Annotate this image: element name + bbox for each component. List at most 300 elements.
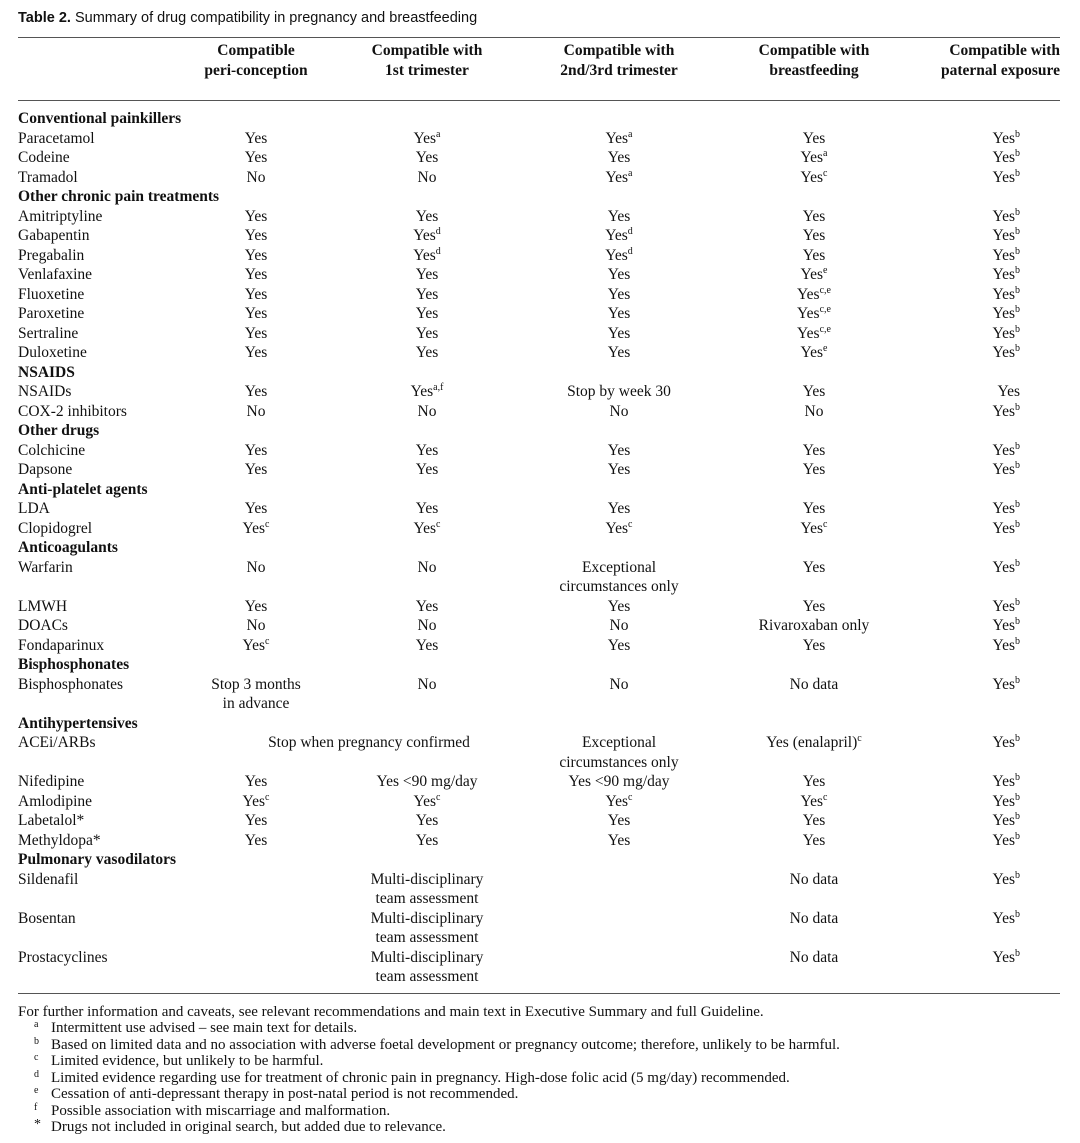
- cell-text: Dapsone: [18, 461, 73, 478]
- compatibility-cell: [314, 382, 540, 402]
- drug-name: [18, 441, 198, 461]
- table-row: [18, 675, 1060, 714]
- cell-text: Yes: [415, 441, 439, 459]
- footnote-marker: b: [1015, 791, 1020, 803]
- cell-text: Yes: [607, 324, 631, 342]
- cell-text: Rivaroxaban only: [758, 617, 870, 634]
- cell-text: Yes: [800, 168, 824, 186]
- footnote-mark: b: [34, 1035, 39, 1047]
- compatibility-cell: [540, 519, 698, 539]
- compatibility-cell: [314, 304, 540, 324]
- compatibility-cell: [930, 148, 1060, 168]
- cell-text: Exceptional: [581, 558, 657, 576]
- cell-text: Yes: [413, 129, 437, 147]
- compatibility-cell: [540, 148, 698, 168]
- column-header: [698, 38, 930, 101]
- drug-name: [18, 129, 198, 149]
- category-row: [18, 421, 1060, 441]
- compatibility-cell: [540, 616, 698, 636]
- cell-text: Yes: [244, 207, 268, 225]
- cell-text: Fondaparinux: [18, 636, 105, 654]
- column-header-text: Compatible with: [949, 42, 1060, 59]
- compatibility-cell: [198, 441, 314, 461]
- compatibility-cell: [930, 616, 1060, 636]
- cell-text: Yes: [242, 792, 266, 810]
- cell-text: Yes: [800, 266, 824, 283]
- cell-text: Yes: [244, 441, 268, 459]
- category-label: Bisphosphonates: [18, 656, 130, 673]
- category-label: Other chronic pain treatments: [18, 188, 220, 205]
- table-row: [18, 343, 1060, 363]
- drug-name: [18, 226, 198, 246]
- cell-text: Yes: [242, 636, 266, 654]
- cell-text: Yes: [413, 227, 436, 244]
- cell-text: Yes: [797, 285, 820, 303]
- compatibility-cell: [540, 382, 698, 402]
- cell-text: Yes <90 mg/day: [568, 773, 670, 790]
- compatibility-cell: [698, 129, 930, 149]
- table-row: [18, 870, 1060, 909]
- compatibility-cell: [930, 499, 1060, 519]
- compatibility-cell: [314, 772, 540, 792]
- drug-name: [18, 207, 198, 227]
- cell-text: Yes: [800, 149, 824, 166]
- cell-text: Yes: [992, 636, 1015, 654]
- compatibility-cell: [698, 870, 930, 909]
- cell-text: Yes: [992, 948, 1015, 966]
- footnote-marker: c: [823, 791, 828, 803]
- cell-text: Yes: [607, 636, 631, 654]
- compatibility-cell: [930, 304, 1060, 324]
- category-label: Conventional painkillers: [18, 110, 182, 127]
- header-drug: [18, 38, 198, 101]
- cell-text: Methyldopa*: [18, 831, 101, 849]
- cell-text: Yes: [605, 792, 629, 810]
- cell-text: Yes: [802, 812, 826, 829]
- compatibility-cell: [198, 285, 314, 305]
- table-row: [18, 948, 1060, 994]
- cell-text: Yes: [800, 519, 824, 537]
- category-row: [18, 101, 1060, 129]
- cell-text: LMWH: [18, 597, 68, 615]
- drug-name: [18, 909, 198, 948]
- footnote-marker: b: [1015, 733, 1020, 744]
- cell-text: Yes: [992, 441, 1015, 459]
- compatibility-cell: [930, 129, 1060, 149]
- footnote: [18, 1020, 1060, 1037]
- footnote-marker: b: [1015, 460, 1020, 471]
- cell-text: DOACs: [18, 617, 68, 634]
- compatibility-cell: [930, 792, 1060, 812]
- cell-text: Multi-disciplinary: [370, 909, 484, 927]
- category-label: NSAIDS: [18, 363, 75, 381]
- table-row: [18, 499, 1060, 519]
- cell-text: Tramadol: [18, 168, 78, 186]
- footnote-marker: a: [628, 128, 633, 140]
- compatibility-cell: [698, 441, 930, 461]
- cell-text: Gabapentin: [18, 227, 90, 244]
- compatibility-cell: [930, 265, 1060, 285]
- cell-text: Sertraline: [18, 324, 79, 342]
- footnote-marker: d: [435, 226, 441, 237]
- cell-text: Yes: [415, 266, 439, 283]
- header-row: [18, 38, 1060, 101]
- cell-text: Multi-disciplinary: [370, 948, 484, 966]
- compatibility-cell: [198, 499, 314, 519]
- footnote-mark: f: [34, 1101, 38, 1113]
- compatibility-cell: [930, 733, 1060, 772]
- footnote-marker: c: [265, 791, 270, 803]
- footnote-marker: e: [823, 343, 828, 354]
- column-header-text: 1st trimester: [385, 61, 469, 79]
- compatibility-cell: [930, 441, 1060, 461]
- cell-text: Yes: [802, 383, 826, 400]
- category-label: Anti-platelet agents: [18, 480, 148, 498]
- drug-name: [18, 460, 198, 480]
- compatibility-cell: [198, 792, 314, 812]
- cell-text: Yes: [992, 812, 1015, 829]
- footnote-text: Limited evidence regarding use for treatment of chronic pain in pregnancy. High-dose folic acid (5 mg/day) recommended.: [51, 1069, 790, 1086]
- drug-name: [18, 616, 198, 636]
- cell-text: Multi-disciplinary: [370, 870, 484, 888]
- compatibility-cell: [930, 948, 1060, 994]
- compatibility-cell: [698, 226, 930, 246]
- footnote: [18, 1053, 1060, 1070]
- compatibility-cell: [314, 148, 540, 168]
- footnote-mark: c: [34, 1052, 39, 1063]
- footnote-marker: b: [1015, 772, 1020, 783]
- drug-name: [18, 285, 198, 305]
- column-header-text: Compatible with: [563, 42, 675, 59]
- drug-name: [18, 558, 198, 597]
- cell-text: No data: [789, 948, 839, 966]
- cell-text: Yes: [415, 344, 439, 361]
- column-header: [314, 38, 540, 101]
- table-row: [18, 226, 1060, 246]
- drug-name: [18, 733, 198, 772]
- drug-name: [18, 772, 198, 792]
- drug-name: [18, 499, 198, 519]
- cell-text: COX-2 inhibitors: [18, 402, 127, 420]
- cell-text: Yes: [802, 129, 826, 147]
- cell-text: No: [609, 675, 629, 693]
- compatibility-table: [18, 38, 1060, 994]
- table-body: [18, 101, 1060, 994]
- footnote-mark: a: [34, 1019, 39, 1030]
- cell-text: in advance: [222, 695, 290, 712]
- cell-text: Duloxetine: [18, 344, 87, 361]
- drug-name: [18, 675, 198, 714]
- drug-name: [18, 304, 198, 324]
- compatibility-cell: [698, 597, 930, 617]
- compatibility-cell: [698, 519, 930, 539]
- cell-text: Exceptional: [581, 734, 657, 751]
- footnote-marker: c: [628, 518, 633, 530]
- compatibility-cell: [698, 402, 930, 422]
- compatibility-cell: [698, 948, 930, 994]
- cell-text: Yes: [992, 597, 1015, 615]
- cell-text: Yes: [992, 734, 1015, 751]
- cell-text: Yes: [992, 617, 1015, 634]
- cell-text: Yes: [992, 870, 1015, 888]
- compatibility-cell: [698, 382, 930, 402]
- drug-name: [18, 948, 198, 994]
- compatibility-cell: [540, 811, 698, 831]
- footnote-marker: b: [1015, 518, 1020, 530]
- table-row: [18, 831, 1060, 851]
- compatibility-cell: [540, 343, 698, 363]
- drug-name: [18, 324, 198, 344]
- cell-text: Yes: [802, 246, 826, 264]
- table-row: [18, 265, 1060, 285]
- cell-text: Yes: [607, 441, 631, 459]
- cell-text: Yes: [992, 773, 1015, 790]
- cell-text: Yes: [605, 168, 629, 186]
- footnote-marker: b: [1015, 206, 1020, 218]
- footnote-text: Based on limited data and no association with adverse foetal development or pregnancy outcome; therefore, unlikely to be harmful.: [51, 1036, 840, 1053]
- compatibility-cell: [198, 675, 314, 714]
- table-row: [18, 733, 1060, 772]
- cell-text: Labetalol*: [18, 812, 85, 829]
- compatibility-cell: [198, 148, 314, 168]
- cell-text: Yes: [244, 383, 268, 400]
- cell-text: Yes: [992, 909, 1015, 927]
- footnote-marker: b: [1015, 635, 1020, 647]
- category-row: [18, 655, 1060, 675]
- compatibility-cell: [314, 519, 540, 539]
- compatibility-cell: [540, 870, 698, 909]
- footnote-marker: b: [1015, 440, 1020, 452]
- drug-name: [18, 636, 198, 656]
- cell-text: Yes: [605, 227, 628, 244]
- category-label: Antihypertensives: [18, 714, 138, 732]
- cell-text: Yes: [802, 441, 826, 459]
- drug-name: [18, 870, 198, 909]
- cell-text: Yes: [415, 324, 439, 342]
- footnote-marker: b: [1015, 148, 1020, 159]
- cell-text: Yes: [607, 305, 631, 322]
- compatibility-cell: [198, 909, 314, 948]
- compatibility-cell: [314, 246, 540, 266]
- cell-text: Yes: [992, 227, 1015, 244]
- cell-text: Yes: [244, 227, 268, 244]
- compatibility-cell: [314, 285, 540, 305]
- category-row: [18, 480, 1060, 500]
- compatibility-cell: [930, 811, 1060, 831]
- footnote-marker: b: [1015, 499, 1020, 510]
- compatibility-cell: [930, 246, 1060, 266]
- compatibility-cell: [698, 246, 930, 266]
- cell-text: Yes: [992, 266, 1015, 283]
- drug-name: [18, 792, 198, 812]
- cell-text: Yes: [413, 519, 437, 537]
- cell-text: Yes: [607, 597, 631, 615]
- compatibility-cell: [540, 792, 698, 812]
- compatibility-cell: [540, 441, 698, 461]
- footnote-marker: b: [1015, 947, 1020, 959]
- footnote-text: Cessation of anti-depressant therapy in post-natal period is not recommended.: [51, 1086, 519, 1102]
- cell-text: Yes: [244, 461, 268, 478]
- compatibility-cell: [698, 460, 930, 480]
- cell-text: Yes: [802, 597, 826, 615]
- table-row: [18, 402, 1060, 422]
- cell-text: Yes: [607, 461, 631, 478]
- compatibility-cell: [698, 558, 930, 597]
- cell-text: Yes: [415, 812, 439, 829]
- drug-name: [18, 265, 198, 285]
- compatibility-cell: [930, 675, 1060, 714]
- compatibility-cell: [314, 558, 540, 597]
- table-row: [18, 636, 1060, 656]
- compatibility-cell: [540, 499, 698, 519]
- table-row: [18, 597, 1060, 617]
- compatibility-cell: [698, 616, 930, 636]
- compatibility-cell: [198, 207, 314, 227]
- cell-text: Yes: [415, 597, 439, 615]
- cell-text: Yes: [415, 461, 439, 478]
- compatibility-cell: [198, 343, 314, 363]
- cell-text: Yes: [802, 558, 826, 576]
- table-row: [18, 792, 1060, 812]
- cell-text: Colchicine: [18, 441, 86, 459]
- cell-text: Stop 3 months: [211, 675, 301, 693]
- table-row: [18, 129, 1060, 149]
- cell-text: Sildenafil: [18, 870, 79, 888]
- cell-text: team assessment: [375, 929, 479, 946]
- table-row: [18, 616, 1060, 636]
- compatibility-cell: [930, 402, 1060, 422]
- table-footnotes: [18, 994, 1060, 1136]
- compatibility-cell: [930, 772, 1060, 792]
- cell-text: Yes: [802, 207, 826, 225]
- cell-text: No: [246, 168, 266, 186]
- compatibility-cell: [698, 168, 930, 188]
- category-label: Anticoagulants: [18, 539, 118, 556]
- column-header-text: peri-conception: [204, 61, 308, 79]
- category-label: Pulmonary vasodilators: [18, 851, 177, 868]
- compatibility-cell: [540, 597, 698, 617]
- cell-text: Fluoxetine: [18, 285, 85, 303]
- footnote-marker: d: [627, 226, 633, 237]
- cell-text: No: [804, 402, 824, 420]
- compatibility-cell: [314, 499, 540, 519]
- footnote-mark: d: [34, 1068, 39, 1080]
- compatibility-cell: [198, 402, 314, 422]
- drug-name: [18, 519, 198, 539]
- cell-text: LDA: [18, 500, 50, 517]
- cell-text: Yes: [415, 149, 439, 166]
- footnote: [18, 1119, 1060, 1136]
- compatibility-cell: [198, 460, 314, 480]
- footnote-marker: a: [436, 128, 441, 140]
- column-header-text: Compatible: [217, 42, 295, 59]
- compatibility-cell: [314, 948, 540, 994]
- compatibility-cell: [540, 460, 698, 480]
- cell-text: Yes: [992, 402, 1015, 420]
- drug-name: [18, 811, 198, 831]
- footnote-marker: c: [436, 791, 441, 803]
- footnote-marker: a: [823, 148, 828, 159]
- cell-text: NSAIDs: [18, 383, 72, 400]
- cell-text: No: [417, 617, 437, 634]
- column-header-text: Compatible with: [758, 42, 870, 59]
- cell-text: Yes: [607, 266, 631, 283]
- column-header-text: breastfeeding: [769, 61, 859, 79]
- footnote-marker: c,e: [819, 323, 831, 335]
- cell-text: Nifedipine: [18, 773, 85, 790]
- compatibility-cell: [698, 207, 930, 227]
- cell-text: circumstances only: [559, 578, 679, 595]
- cell-text: Yes: [802, 461, 826, 478]
- category-row: [18, 363, 1060, 383]
- table-row: [18, 207, 1060, 227]
- cell-text: Amlodipine: [18, 792, 93, 810]
- footnote-text: Possible association with miscarriage and malformation.: [51, 1102, 391, 1119]
- cell-text: Yes: [607, 149, 631, 166]
- compatibility-cell: [698, 831, 930, 851]
- compatibility-cell: [314, 324, 540, 344]
- compatibility-cell: [314, 265, 540, 285]
- cell-text: Yes <90 mg/day: [376, 773, 478, 790]
- footnote-marker: b: [1015, 674, 1020, 686]
- compatibility-cell: [314, 870, 540, 909]
- footnote-marker: c: [628, 791, 633, 803]
- footnote-marker: a: [628, 167, 633, 179]
- cell-text: Yes: [992, 129, 1015, 147]
- compatibility-cell: [930, 382, 1060, 402]
- compatibility-cell: [540, 265, 698, 285]
- compatibility-cell: [698, 285, 930, 305]
- cell-text: Bosentan: [18, 909, 76, 927]
- cell-text: Yes: [992, 207, 1015, 225]
- cell-text: Yes: [992, 324, 1015, 342]
- compatibility-cell: [198, 519, 314, 539]
- compatibility-cell: [540, 207, 698, 227]
- compatibility-cell: [698, 792, 930, 812]
- compatibility-cell: [314, 909, 540, 948]
- footnote-marker: d: [435, 245, 441, 257]
- footnote-marker: b: [1015, 265, 1020, 276]
- footnote-mark: *: [34, 1117, 41, 1132]
- footnote-marker: e: [823, 265, 828, 276]
- footnote-marker: b: [1015, 226, 1020, 237]
- drug-name: [18, 382, 198, 402]
- cell-text: No data: [789, 675, 839, 693]
- compatibility-cell: [540, 675, 698, 714]
- table-row: [18, 304, 1060, 324]
- cell-text: Yes: [605, 246, 628, 264]
- cell-text: Yes: [797, 324, 820, 342]
- footnote-marker: c: [265, 635, 270, 647]
- cell-text: Yes: [992, 246, 1015, 264]
- table-row: [18, 285, 1060, 305]
- cell-text: Yes: [607, 207, 631, 225]
- footnote: [18, 1086, 1060, 1103]
- cell-text: Yes: [992, 344, 1015, 361]
- cell-text: Paracetamol: [18, 129, 95, 147]
- cell-text: Yes: [415, 500, 439, 517]
- cell-text: Yes: [802, 636, 826, 654]
- cell-text: circumstances only: [559, 753, 679, 771]
- cell-text: Yes: [607, 831, 631, 849]
- footnote-marker: b: [1015, 811, 1020, 822]
- compatibility-cell: [314, 675, 540, 714]
- cell-text: Yes: [992, 285, 1015, 303]
- compatibility-cell: [198, 831, 314, 851]
- compatibility-cell: [540, 733, 698, 772]
- footnote-marker: c: [823, 518, 828, 530]
- cell-text: Stop when pregnancy confirmed: [268, 734, 470, 751]
